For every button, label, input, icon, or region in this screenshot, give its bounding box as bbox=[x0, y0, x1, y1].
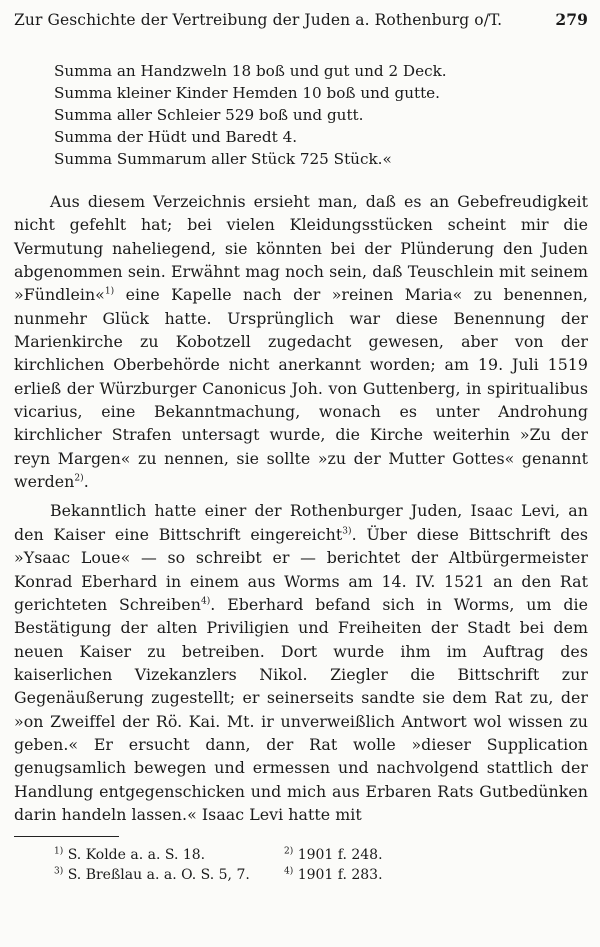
footnote bbox=[54, 865, 284, 885]
footnote-text: 1901 f. 248. bbox=[293, 847, 383, 864]
footnote-mark: 1) bbox=[54, 846, 64, 857]
inventory-list bbox=[54, 60, 588, 170]
paragraph-text: . Über diese Bittschrift des »Ysaac Loue« — so schreibt er — berichtet der Altbürgermeister Konrad Eberhard in einem aus Worms am 14. IV. 1521 an den Rat gerichteten Schreiben bbox=[14, 524, 589, 614]
inventory-line: Summa kleiner Kinder Hemden 10 boß und gutte. bbox=[54, 84, 440, 102]
footnote-text: S. Kolde a. a. S. 18. bbox=[63, 847, 206, 864]
page bbox=[14, 10, 588, 885]
footnote-ref: 3) bbox=[342, 526, 352, 537]
footnote-text: 1901 f. 283. bbox=[293, 867, 383, 884]
footnote-mark: 4) bbox=[284, 866, 294, 877]
paragraph-text: Aus diesem Verzeichnis ersieht man, daß es an Gebefreudigkeit nicht gefehlt hat; bei vielen Kleidungsstücken scheint mir die Vermutung naheliegend, sie könnten bei der Plünderung den Juden abgenommen sein. Erwähnt mag noch sein, daß Teuschlein mit seinem »Fündlein« bbox=[14, 192, 588, 305]
paragraph-1 bbox=[14, 190, 588, 493]
body-text bbox=[14, 190, 588, 826]
paragraph-text: Bekanntlich hatte einer der Rothenburger Juden, Isaac Levi, an den Kaiser eine Bittschrift eingereicht bbox=[14, 501, 588, 544]
paragraph-text: . Eberhard befand sich in Worms, um die Bestätigung der alten Priviligien und Freiheiten der Stadt bei dem neuen Kaiser zu betreiben. Dort wurde ihm im Auftrag des kaiserlichen Vizekanzlers Nikol. Ziegler die Bittschrift zur Gegenäußerung zugestellt; er seinerseits sandte sie dem Rat zu, der »on Zweiffel der Rö. Kai. Mt. ir unverweißlich Antwort wol wissen zu geben.« Er ersucht dann, der Rat wolle »dieser Supplication genugsamlich bewegen und ermessen und nachvolgend stattlich der Handlung entgegenschicken und mich aus Erbaren Rats Gutbedünken darin handeln lassen.« Isaac Levi hatte mit bbox=[14, 594, 589, 824]
footnote-text: S. Breßlau a. a. O. S. 5, 7. bbox=[63, 867, 250, 884]
footnote-ref: 4) bbox=[200, 596, 211, 607]
footnote-mark: 2) bbox=[284, 846, 294, 857]
inventory-line: Summa an Handzweln 18 boß und gut und 2 Deck. bbox=[54, 62, 447, 80]
inventory-line: Summa der Hüdt und Baredt 4. bbox=[54, 128, 298, 146]
paragraph-text: eine Kapelle nach der »reinen Maria« zu benennen, nunmehr Glück hatte. Ursprünglich war diese Benennung der Marienkirche zu Kobotzell zugedacht gewesen, aber von der kirchlichen Oberbehörde nicht anerkannt worden; am 19. Juli 1519 erließ der Würzburger Canonicus Joh. von Guttenberg, in spiritualibus vicarius, eine Bekanntmachung, wonach es unter Androhung kirchlicher Strafen untersagt wurde, die Kirche weiterhin »Zu der reyn Margen« zu nennen, sie sollte »zu der Mutter Gottes« genannt werden bbox=[14, 285, 588, 492]
inventory-line: Summa Summarum aller Stück 725 Stück.« bbox=[54, 150, 392, 168]
inventory-line: Summa aller Schleier 529 boß und gutt. bbox=[54, 106, 364, 124]
footnote-row bbox=[54, 865, 588, 885]
footnote-row bbox=[54, 845, 588, 865]
page-number: 279 bbox=[555, 10, 588, 29]
footnote bbox=[54, 845, 284, 865]
footnote-ref: 2) bbox=[74, 473, 84, 484]
paragraph-2 bbox=[14, 499, 588, 826]
footnote-divider bbox=[14, 836, 119, 837]
footnote-mark: 3) bbox=[54, 866, 64, 877]
running-head bbox=[14, 10, 588, 40]
footnote bbox=[284, 865, 383, 885]
footnotes bbox=[54, 845, 588, 885]
footnote bbox=[284, 845, 383, 865]
running-title: Zur Geschichte der Vertreibung der Juden a. Rothenburg o/T. bbox=[14, 11, 503, 29]
footnote-ref: 1) bbox=[104, 287, 115, 298]
paragraph-text: . bbox=[83, 472, 89, 492]
